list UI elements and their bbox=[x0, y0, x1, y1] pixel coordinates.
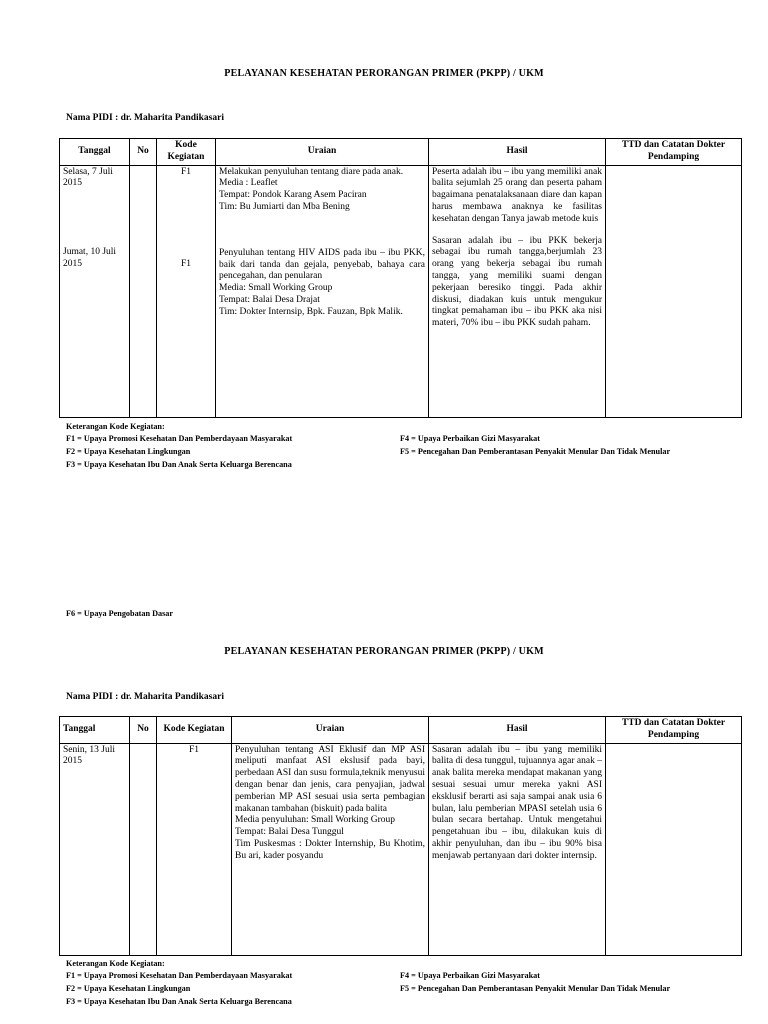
no-cell bbox=[130, 743, 157, 955]
header-kode-kegiatan: Kode Kegiatan bbox=[157, 139, 216, 166]
header-uraian: Uraian bbox=[232, 717, 429, 744]
page2-activity-table bbox=[59, 716, 742, 956]
header-ttd: TTD dan Catatan Dokter Pendamping bbox=[606, 139, 742, 166]
tanggal-entry-2: Jumat, 10 Juli 2015 bbox=[63, 247, 117, 269]
header-hasil: Hasil bbox=[429, 717, 606, 744]
header-kode-kegiatan: Kode Kegiatan bbox=[157, 717, 232, 744]
page2-nama-pidi: Nama PIDI : dr. Maharita Pandikasari bbox=[66, 692, 224, 702]
no-cell bbox=[130, 165, 157, 417]
tanggal-cell bbox=[60, 165, 130, 417]
header-no: No bbox=[130, 139, 157, 166]
kode-entry-1: F1 bbox=[180, 166, 192, 177]
legend-f5: F5 = Pencegahan Dan Pemberantasan Penyakit Menular Dan Tidak Menular bbox=[400, 984, 671, 993]
uraian-cell bbox=[232, 743, 429, 955]
kode-cell bbox=[157, 165, 216, 417]
uraian-cell bbox=[216, 165, 429, 417]
uraian-2-line-3: Tempat: Balai Desa Drajat bbox=[219, 294, 320, 305]
legend-f1: F1 = Upaya Promosi Kesehatan Dan Pemberdayaan Masyarakat bbox=[66, 971, 293, 980]
legend-left-column bbox=[66, 432, 386, 471]
legend-f2: F2 = Upaya Kesehatan Lingkungan bbox=[66, 984, 191, 993]
legend-header: Keterangan Kode Kegiatan: bbox=[66, 959, 165, 968]
table-row bbox=[60, 165, 742, 417]
hasil-cell: Sasaran adalah ibu – ibu yang memiliki balita di desa tunggul, tujuannya agar anak – anak balita mereka mendapat makanan yang sesuai sesuai umur mereka yakni ASI eksklusif berarti asi saja sampai anak usia 6 bulan, lalu pemberian MPASI setelah usia 6 bulan secara bertahap. Untuk mengetahui pengetahuan ibu – ibu, dilakukan kuis di akhir penyuluhan, dan ibu – ibu 90% bisa menjawab pertanyaan dari dokter internsip. bbox=[429, 743, 606, 955]
uraian-line-2: Media penyuluhan: Small Working Group bbox=[235, 815, 396, 826]
page1-title: PELAYANAN KESEHATAN PERORANGAN PRIMER (PKPP) / UKM bbox=[224, 68, 544, 79]
hasil-entry-2: Sasaran adalah ibu – ibu PKK bekerja sebagai ibu rumah tangga,berjumlah 23 orang yang bekerja sebagai ibu rumah tangga, yang memiliki suami dengan pekerjaan beresiko tinggi. Pada akhir diskusi, diadakan kuis untuk mengukur tingkat pemahaman ibu – ibu PKK aka nisi materi, 70% ibu – ibu PKK sudah paham. bbox=[432, 235, 602, 329]
uraian-1-line-2: Media : Leaflet bbox=[219, 178, 278, 189]
table-header-row bbox=[60, 717, 742, 744]
kode-entry-2: F1 bbox=[180, 259, 192, 270]
uraian-1-line-4: Tim: Bu Jumiarti dan Mba Bening bbox=[219, 201, 350, 212]
legend-f3: F3 = Upaya Kesehatan Ibu Dan Anak Serta Keluarga Berencana bbox=[66, 997, 292, 1006]
legend-f1: F1 = Upaya Promosi Kesehatan Dan Pemberdayaan Masyarakat bbox=[66, 434, 293, 443]
table-header-row bbox=[60, 139, 742, 166]
header-no: No bbox=[130, 717, 157, 744]
uraian-2-line-2: Media: Small Working Group bbox=[219, 283, 333, 294]
tanggal-entry-1: Selasa, 7 Juli 2015 bbox=[63, 166, 113, 189]
uraian-2-line-4: Tim: Dokter Internsip, Bpk. Fauzan, Bpk Malik. bbox=[219, 306, 403, 317]
tanggal-cell: Senin, 13 Juli 2015 bbox=[60, 743, 130, 955]
hasil-entry-1: Peserta adalah ibu – ibu yang memiliki anak balita sejumlah 25 orang dan peserta paham bagaimana penatalaksanaan diare dan kapan harus membawa anaknya ke fasilitas kesehatan dengan Tanya jawab metode kuis bbox=[432, 166, 602, 224]
legend-f3: F3 = Upaya Kesehatan Ibu Dan Anak Serta Keluarga Berencana bbox=[66, 460, 292, 469]
legend-left-column bbox=[66, 969, 386, 1008]
uraian-line-4: Tim Puskesmas : Dokter Internship, Bu Khotim, Bu ari, kader posyandu bbox=[235, 838, 425, 861]
ttd-cell bbox=[606, 743, 742, 955]
kode-cell: F1 bbox=[157, 743, 232, 955]
uraian-line-1: Penyuluhan tentang ASI Eklusif dan MP ASI meliputi manfaat ASI ekslusif pada bayi, perbedaan ASI dan susu formula,teknik menyusui dengan benar dan jenis, cara penyajian, jadwal pemberian MP ASI sesuai usia serta pembagian makanan tambahan (biskuit) pada balita bbox=[235, 744, 425, 814]
legend-header: Keterangan Kode Kegiatan: bbox=[66, 422, 165, 431]
legend-f6: F6 = Upaya Pengobatan Dasar bbox=[66, 609, 174, 618]
legend-right-column bbox=[400, 432, 700, 458]
legend-f5: F5 = Pencegahan Dan Pemberantasan Penyakit Menular Dan Tidak Menular bbox=[400, 447, 671, 456]
hasil-cell bbox=[429, 165, 606, 417]
uraian-2-line-1: Penyuluhan tentang HIV AIDS pada ibu – ibu PKK, baik dari tanda dan gejala, penyebab, bahaya cara pencegahan, dan penularan bbox=[219, 247, 425, 282]
page1-nama-pidi: Nama PIDI : dr. Maharita Pandikasari bbox=[66, 113, 224, 123]
header-hasil: Hasil bbox=[429, 139, 606, 166]
header-tanggal: Tanggal bbox=[60, 139, 130, 166]
table-row bbox=[60, 743, 742, 955]
uraian-1-line-3: Tempat: Pondok Karang Asem Paciran bbox=[219, 190, 367, 201]
header-ttd: TTD dan Catatan Dokter Pendamping bbox=[606, 717, 742, 744]
header-tanggal: Tanggal bbox=[60, 717, 130, 744]
uraian-1-line-1: Melakukan penyuluhan tentang diare pada anak. bbox=[219, 166, 404, 177]
page1-activity-table bbox=[59, 138, 742, 418]
page2-title: PELAYANAN KESEHATAN PERORANGAN PRIMER (PKPP) / UKM bbox=[224, 646, 544, 657]
ttd-cell bbox=[606, 165, 742, 417]
legend-f4: F4 = Upaya Perbaikan Gizi Masyarakat bbox=[400, 434, 540, 443]
uraian-line-3: Tempat: Balai Desa Tunggul bbox=[235, 827, 344, 838]
legend-right-column bbox=[400, 969, 700, 995]
header-uraian: Uraian bbox=[216, 139, 429, 166]
legend-f4: F4 = Upaya Perbaikan Gizi Masyarakat bbox=[400, 971, 540, 980]
legend-f2: F2 = Upaya Kesehatan Lingkungan bbox=[66, 447, 191, 456]
